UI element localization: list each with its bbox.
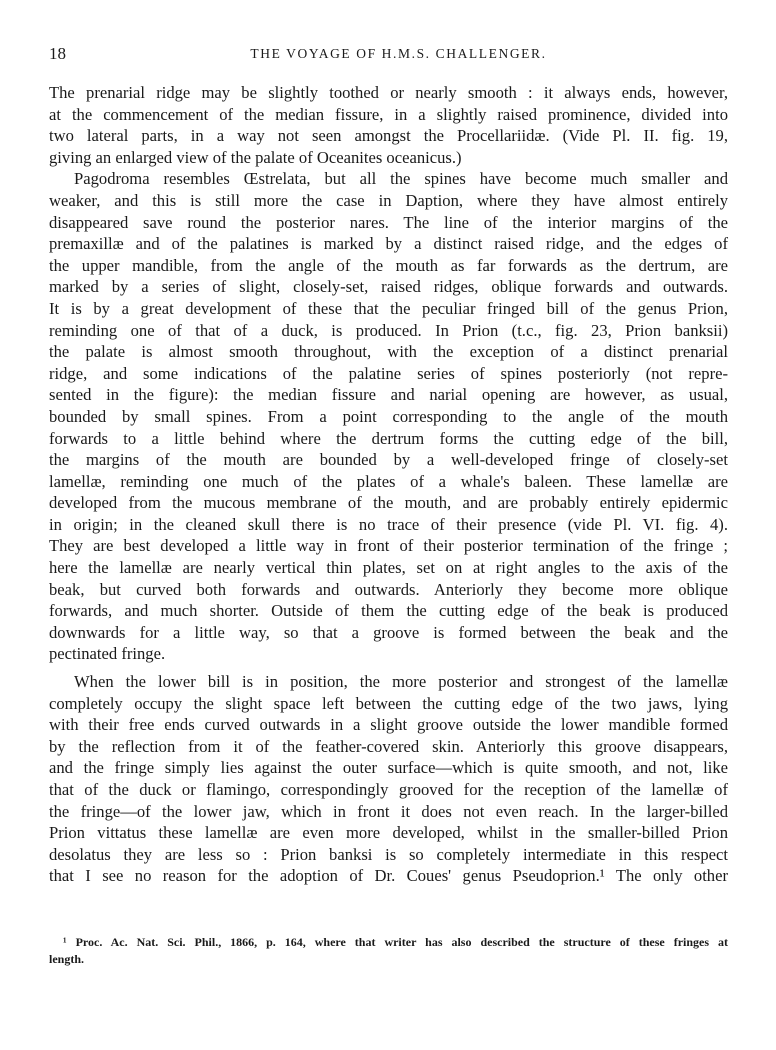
footnote-line: ¹ Proc. Ac. Nat. Sci. Phil., 1866, p. 164, where that writer has also described the structure of these fringes at xyxy=(63,935,728,949)
text-line: pectinated fringe. xyxy=(49,644,166,664)
text-line: weaker, and this is still more the case in Daption, where they have almost entirely xyxy=(49,190,728,210)
text-line: with their free ends curved outwards in a slight groove outside the lower mandible formed xyxy=(49,715,728,735)
running-title: THE VOYAGE OF H.M.S. CHALLENGER. xyxy=(250,46,547,61)
paragraph-palate xyxy=(49,82,728,168)
text-line: sented in the figure): the median fissure and narial opening are however, as usual, xyxy=(49,385,728,405)
text-line: forwards, and much shorter. Outside of them the cutting edge of the beak is produced xyxy=(49,601,728,621)
text-line: at the commencement of the median fissure, in a slightly raised prominence, divided into xyxy=(49,104,728,124)
text-line: forwards to a little behind where the dertrum forms the cutting edge of the bill, xyxy=(49,428,728,448)
text-line: here the lamellæ are nearly vertical thin plates, set on at right angles to the axis of the xyxy=(49,558,728,578)
text-line: The prenarial ridge may be slightly toothed or nearly smooth : it always ends, however, xyxy=(49,83,728,102)
text-line: completely occupy the slight space left between the cutting edge of the two jaws, lying xyxy=(49,693,728,713)
text-line: ridge, and some indications of the palatine series of spines posteriorly (not repre- xyxy=(49,363,728,383)
body-text xyxy=(49,82,728,887)
text-line: desolatus they are less so : Prion banksi is so completely intermediate in this respect xyxy=(49,844,728,864)
paragraph-lower-bill xyxy=(49,671,728,887)
text-line: that I see no reason for the adoption of Dr. Coues' genus Pseudoprion.¹ The only other xyxy=(49,866,728,886)
text-line: downwards for a little way, so that a groove is formed between the beak and the xyxy=(49,622,728,642)
text-line: in origin; in the cleaned skull there is no trace of their presence (vide Pl. VI. fig. 4). xyxy=(49,514,728,534)
text-line: lamellæ, reminding one much of the plates of a whale's baleen. These lamellæ are xyxy=(49,471,728,491)
text-line: by the reflection from it of the feather-covered skin. Anteriorly this groove disappears, xyxy=(49,736,728,756)
text-line: two lateral parts, in a way not seen amongst the Procellariidæ. (Vide Pl. II. fig. 19, xyxy=(49,126,728,146)
text-line: the upper mandible, from the angle of the mouth as far forwards as the dertrum, are xyxy=(49,255,728,275)
page-number: 18 xyxy=(49,44,66,63)
text-line: giving an enlarged view of the palate of Oceanites oceanicus.) xyxy=(49,147,462,167)
text-line: beak, but curved both forwards and outwards. Anteriorly they become more oblique xyxy=(49,579,728,599)
footnote xyxy=(49,934,728,968)
text-line: and the fringe simply lies against the outer surface—which is quite smooth, and not, like xyxy=(49,758,728,778)
text-line: It is by a great development of these that the peculiar fringed bill of the genus Prion, xyxy=(49,298,728,318)
text-line: bounded by small spines. From a point corresponding to the angle of the mouth xyxy=(49,406,728,426)
running-header xyxy=(49,44,728,68)
text-line: Pagodroma resembles Œstrelata, but all the spines have become much smaller and xyxy=(74,169,728,189)
footnote-line: length. xyxy=(49,952,85,966)
text-line: reminding one of that of a duck, is produced. In Prion (t.c., fig. 23, Prion banksii) xyxy=(49,320,728,340)
text-line: developed from the mucous membrane of the mouth, and are probably entirely epidermic xyxy=(49,493,728,513)
text-line: that of the duck or flamingo, correspondingly grooved for the reception of the lamellæ of xyxy=(49,780,728,799)
paragraph-pagodroma xyxy=(49,168,728,665)
text-line: When the lower bill is in position, the more posterior and strongest of the lamellæ xyxy=(74,672,728,692)
text-line: premaxillæ and of the palatines is marked by a distinct raised ridge, and the edges of xyxy=(49,234,728,254)
text-line: the margins of the mouth are bounded by a well-developed fringe of closely-set xyxy=(49,450,728,470)
text-line: the palate is almost smooth throughout, with the exception of a distinct prenarial xyxy=(49,342,728,362)
text-line: They are best developed a little way in front of their posterior termination of the fringe ; xyxy=(49,536,728,556)
text-line: the fringe—of the lower jaw, which in front it does not even reach. In the larger-billed xyxy=(49,801,728,821)
text-line: Prion vittatus these lamellæ are even more developed, whilst in the smaller-billed Prion xyxy=(49,823,728,843)
text-line: marked by a series of slight, closely-set, raised ridges, oblique forwards and outwards. xyxy=(49,277,728,297)
text-line: disappeared save round the posterior nares. The line of the interior margins of the xyxy=(49,212,728,232)
